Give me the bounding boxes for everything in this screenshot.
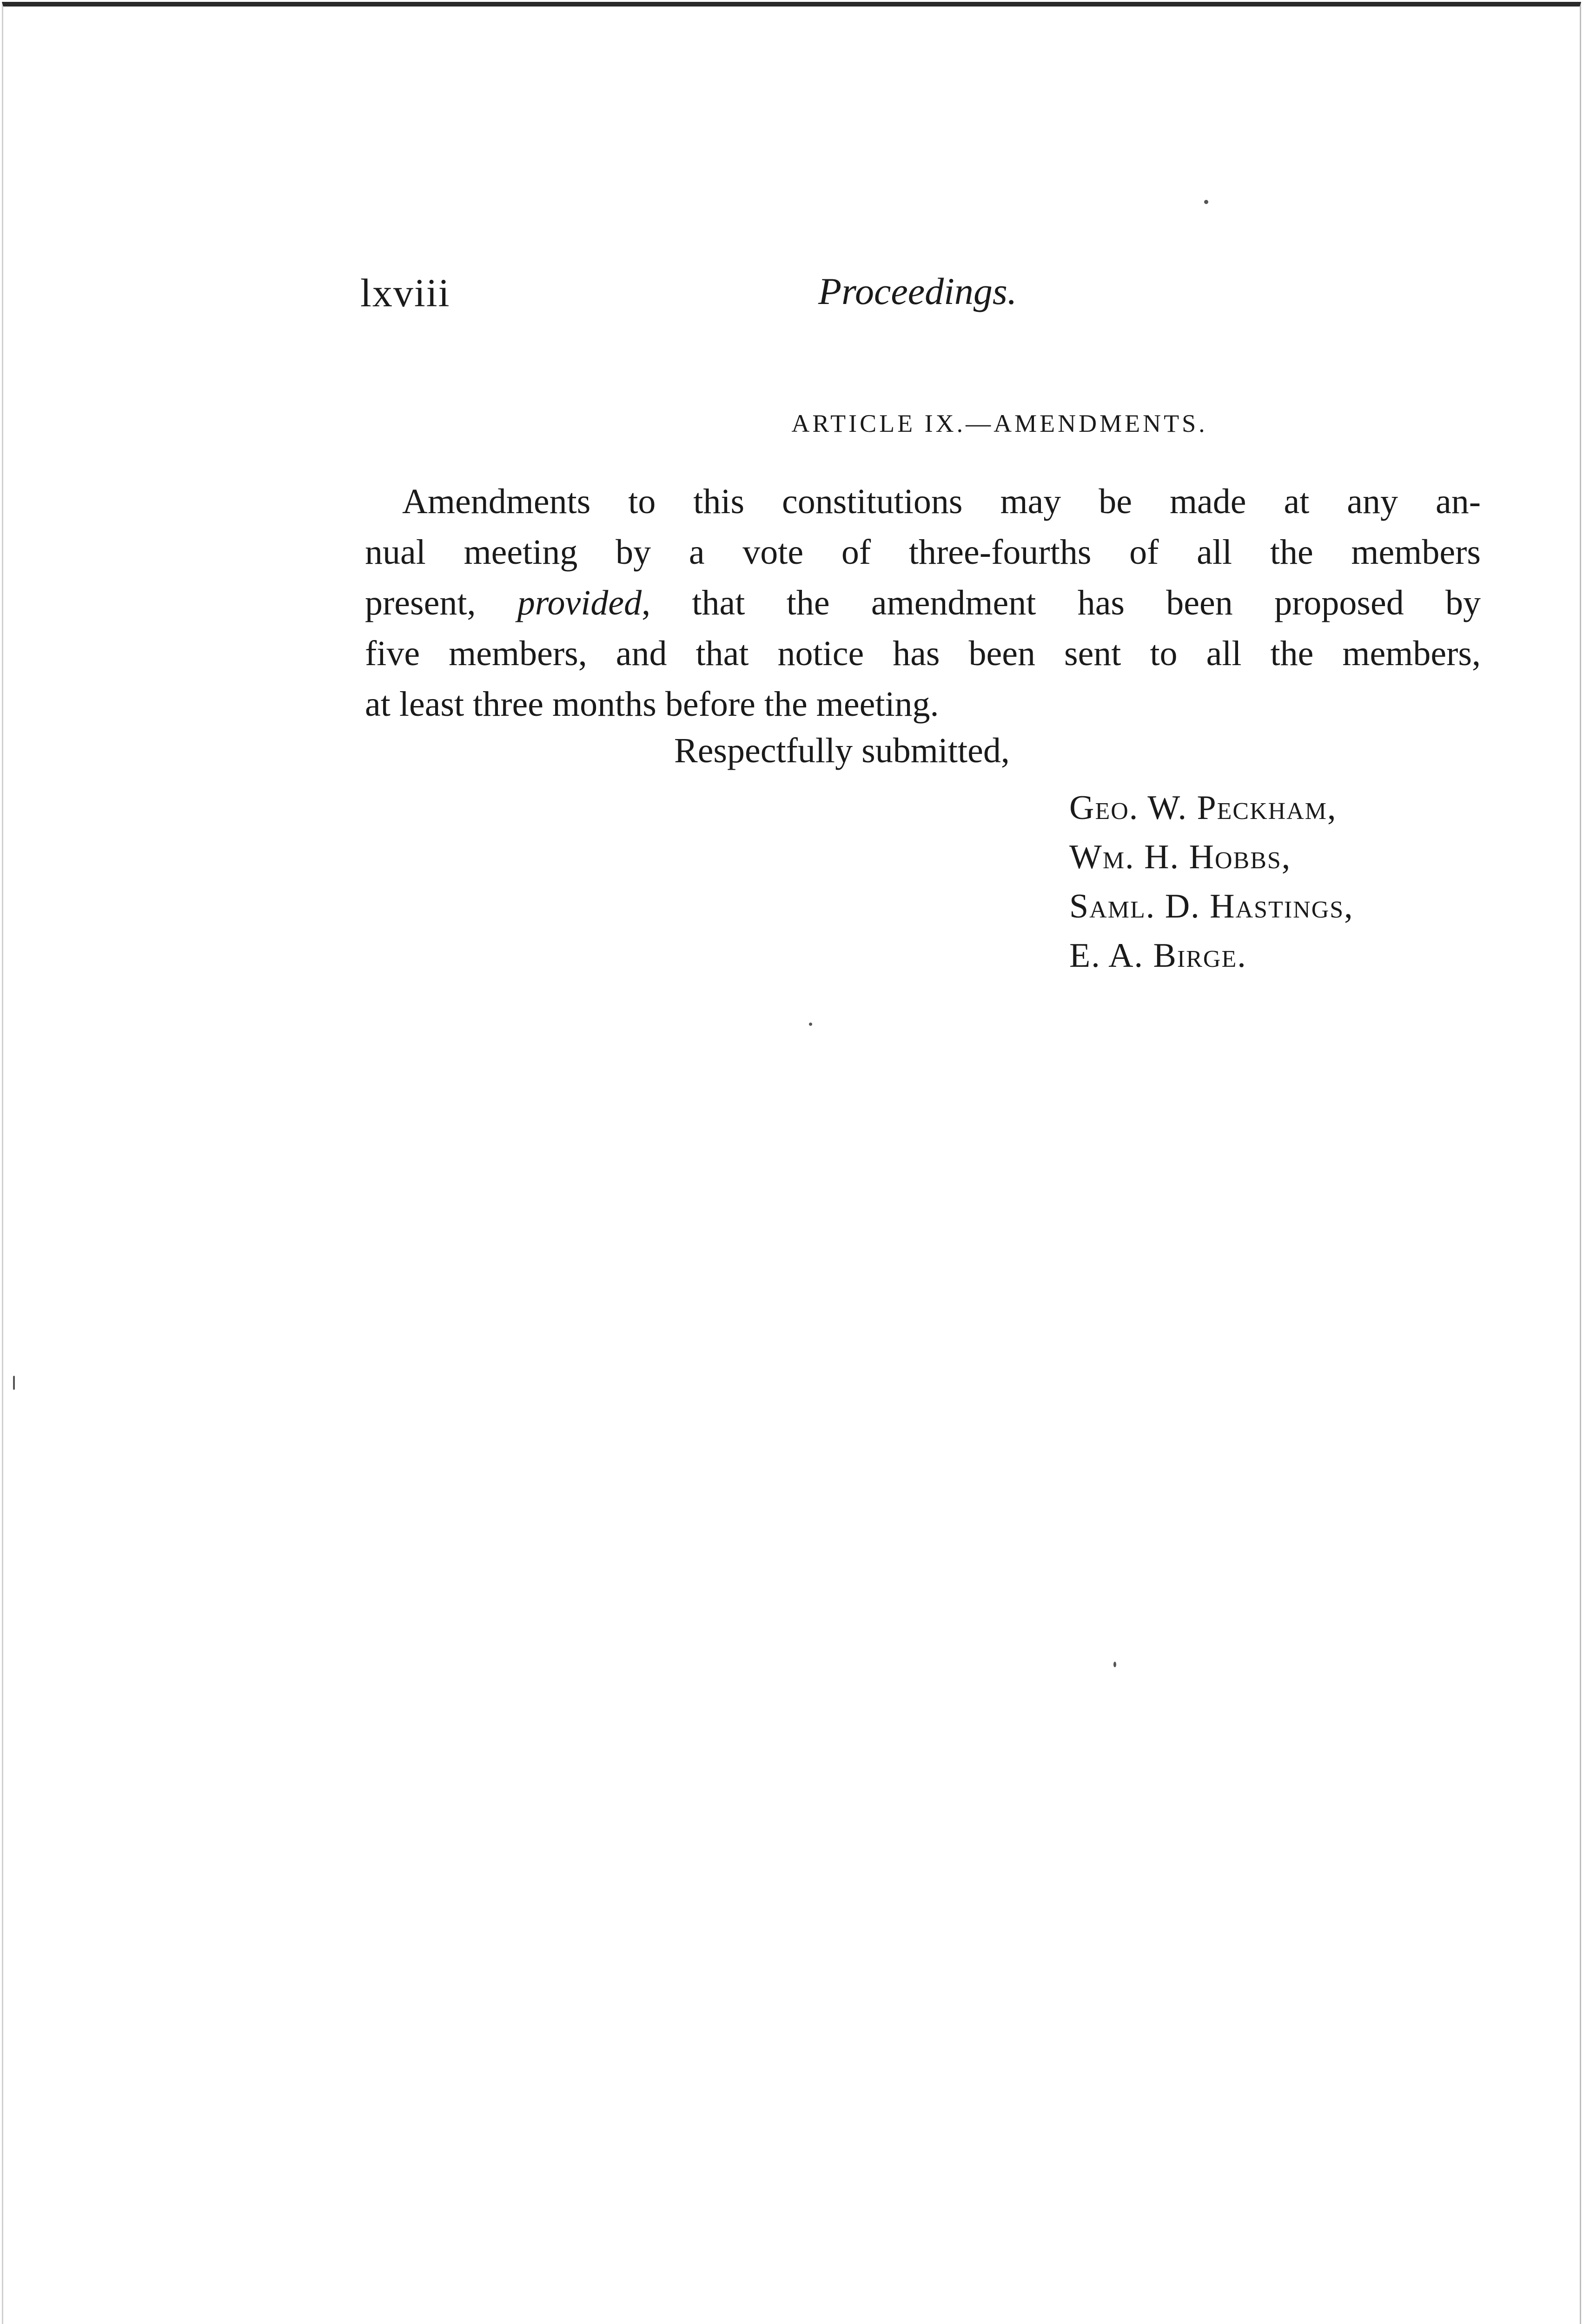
- page-number: lxviii: [360, 271, 450, 315]
- running-head: Proceedings.: [818, 270, 1017, 312]
- scan-speck: [1204, 200, 1208, 204]
- page-frame: [2, 2, 1581, 2324]
- closing-text: Respectfully submitted,: [674, 731, 1010, 770]
- scan-speck: [1113, 1662, 1116, 1667]
- body-line-3-end: , that the amendment has been proposed by: [642, 583, 1481, 622]
- signature-block: [1069, 783, 1354, 980]
- body-line-4: five members, and that notice has been sent to all the members,: [365, 634, 1481, 673]
- body-line-3: [365, 578, 1481, 628]
- signatory: E. A. Birge.: [1069, 937, 1247, 975]
- body-line-5: at least three months before the meeting.: [365, 685, 939, 724]
- signatory: Wm. H. Hobbs,: [1069, 838, 1292, 876]
- body-line-1: Amendments to this constitutions may be made at any an-: [402, 482, 1481, 521]
- article-heading: ARTICLE IX.—AMENDMENTS.: [791, 409, 1208, 437]
- signatory: Geo. W. Peckham,: [1069, 789, 1337, 827]
- article-body: [365, 476, 1481, 730]
- body-line-3-start: present,: [365, 583, 476, 622]
- scan-speck: [809, 1023, 812, 1026]
- provided-emphasis: provided: [517, 583, 642, 622]
- body-line-2: nual meeting by a vote of three-fourths of all the members: [365, 533, 1481, 572]
- page-header: [360, 270, 1495, 321]
- scan-speck: [13, 1376, 15, 1390]
- signatory: Saml. D. Hastings,: [1069, 887, 1354, 925]
